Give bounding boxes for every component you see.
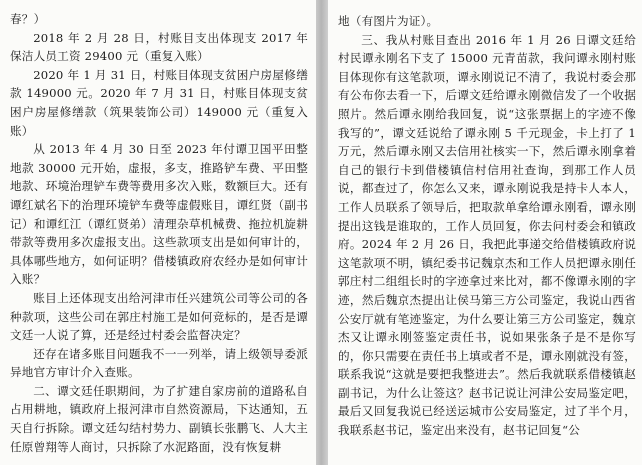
left-paragraph-2: 2020 年 1 月 31 日，村账目体现支贫困户房屋修缮款 149000 元。2020 年 7 月 31 日，村账目体现支贫困户房屋修缮款（筑果装饰公司）149000 元（重复入账） [10, 67, 308, 138]
left-paragraph-0: 春？） [10, 12, 46, 26]
left-paragraph-5: 还存在诸多账目问题我不一一列举，请上级领导委派异地官方审计介入查账。 [10, 346, 308, 380]
right-paragraph-1: 三、我从村账目查出 2016 年 1 月 26 日谭文廷给村民谭永刚名下支了 15000 元青苗款，我问谭永刚村账目体现你有这笔款项，谭永刚说记不清了，我说村委会那有公布你去看一下，后谭文廷给谭永刚微信发了一个收据照片。然后谭永刚给我回复，说“这张票据上的字迹不像我写的”，谭文廷说给了谭永刚 5 千元现金，卡上打了 1 万元，然后谭永刚又去信用社核实一下，然后谭永刚拿着自己的银行卡到借楼镇信村信用社查询，到那工作人员说，都查过了，你怎么又来，谭永刚说我是持卡人本人，工作人员联系了领导后，把取款单拿给谭永刚看，谭永刚提出这钱是谁取的，工作人员回复，你去问村委会和镇政府。2024 年 2 月 26 日，我把此事递交给借楼镇政府说这笔款项不明，镇纪委书记魏京杰和工作人员把谭永刚任郭庄村二组组长时的字迹拿过来比对，都不像谭永刚的字迹，然后魏京杰提出让侯马第三方公司鉴定，我说山西省公安厅就有笔迹鉴定，为什么要让第三方公司鉴定，魏京杰又让谭永刚签鉴定责任书，说如果张条子是不是你写的，你只需要在责任书上填或者不是，谭永刚就没有签，联系我说“这就是要把我整进去”。然后我就联系借楼镇赵副书记，为什么让签这？赵书记说让河津公安局鉴定吧，最后又回复我说已经送运城市公安局鉴定，过了半个月，我联系赵书记，鉴定出来没有，赵书记回复“公 [338, 32, 636, 438]
left-paragraph-4: 账目上还体现支出给河津市任兴建筑公司等公司的各种款项，这些公司在郭庄村施工是如何竞标的，是否是谭文廷一人说了算，还是经过村委会监督决定？ [10, 290, 308, 343]
page-gutter [316, 0, 328, 465]
right-paragraph-0: 地（有图片为证）。 [338, 14, 439, 28]
left-paragraph-1: 2018 年 2 月 28 日，村账目支出体现支 2017 年保洁人员工资 29400 元（重复入账） [10, 30, 308, 64]
right-document-page [328, 0, 642, 465]
left-paragraph-3: 从 2013 年 4 月 30 日至 2023 年付谭卫国平田整地款 30000 元开始，虚报，多支，推路铲车费、平田整地款、环境治理铲车费等费用多次入账，数额巨大。还有谭红斌名下的治理环境铲车费等虚假账目，谭红贤（副书记）和谭红江（谭红贤弟）清理杂草机械费、拖拉机旋耕带款等费用多次虚报支出。这些款项支出是如何审计的，具体哪些地方，如何证明？借楼镇政府农经办是如何审计入账？ [10, 142, 308, 287]
left-paragraph-6: 二、谭文廷任职期间，为了扩建自家房前的道路私自占用耕地，镇政府上报河津市自然资源局，下达通知，五天自行拆除。谭文廷勾结村势力、副镇长张鹏飞、人大主任原曾翔等人商讨，只拆除了水泥路面，没有恢复耕 [10, 383, 308, 454]
left-document-page [0, 0, 316, 465]
